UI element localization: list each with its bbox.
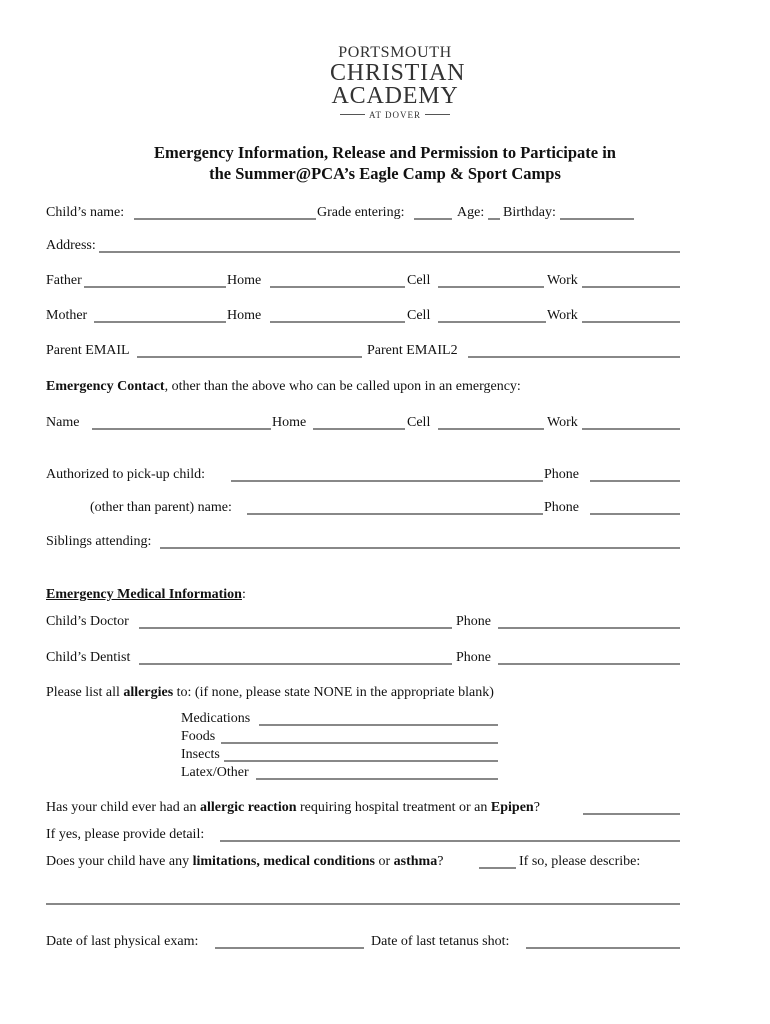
address-label: Address: [46, 238, 96, 253]
conditions-b2: asthma [393, 854, 438, 869]
mother-cell-label: Cell [407, 308, 431, 323]
medical-heading-colon: : [241, 587, 246, 602]
medical-heading: Emergency Medical Information [46, 587, 242, 602]
logo-line-at-dover [330, 109, 460, 121]
emergency-contact-intro [46, 379, 521, 395]
mother-home-label: Home [227, 308, 262, 323]
pickup-label: Authorized to pick-up child: [46, 467, 206, 482]
emergency-contact-heading: Emergency Contact [46, 379, 165, 394]
dentist-label: Child’s Dentist [46, 650, 131, 665]
allergies-suffix: to: (if none, please state NONE in the appropriate blank) [173, 685, 494, 700]
conditions-question [46, 854, 443, 870]
conditions-describe: If so, please describe: [519, 854, 641, 869]
emergency-cell-label: Cell [407, 415, 431, 430]
tetanus-label: Date of last tetanus shot: [371, 934, 510, 949]
emergency-home-label: Home [272, 415, 307, 430]
father-cell-label: Cell [407, 273, 431, 288]
dentist-phone-label: Phone [456, 650, 491, 665]
grade-label: Grade entering: [317, 205, 405, 220]
conditions-p1: Does your child have any [46, 854, 193, 869]
pickup2-label: (other than parent) name: [90, 500, 232, 515]
emergency-contact-text: , other than the above who can be called upon in an emergency: [164, 379, 521, 394]
medications-label: Medications [181, 711, 251, 726]
logo-line-portsmouth: PORTSMOUTH [338, 44, 452, 61]
reaction-b1: allergic reaction [199, 800, 297, 815]
father-label: Father [46, 273, 82, 288]
birthday-label: Birthday: [503, 205, 556, 220]
logo-at-dover-text: AT DOVER [365, 109, 425, 121]
parent-email2-label: Parent EMAIL2 [367, 343, 458, 358]
insects-label: Insects [181, 747, 220, 762]
allergies-instruction [46, 685, 494, 701]
mother-label: Mother [46, 308, 88, 323]
doctor-label: Child’s Doctor [46, 614, 129, 629]
pickup2-phone-label: Phone [544, 500, 579, 515]
emergency-work-label: Work [547, 415, 578, 430]
ifyes-label: If yes, please provide detail: [46, 827, 205, 842]
latex-label: Latex/Other [181, 765, 249, 780]
parent-email-label: Parent EMAIL [46, 343, 130, 358]
foods-label: Foods [181, 729, 216, 744]
reaction-p3: ? [533, 800, 540, 815]
father-work-label: Work [547, 273, 578, 288]
child-name-label: Child’s name: [46, 205, 125, 220]
father-home-label: Home [227, 273, 262, 288]
mother-work-label: Work [547, 308, 578, 323]
logo-line-academy: ACADEMY [331, 83, 459, 109]
conditions-b1: limitations, medical conditions [192, 854, 375, 869]
pickup-phone-label: Phone [544, 467, 579, 482]
logo-line-christian: CHRISTIAN [330, 60, 466, 86]
physical-exam-label: Date of last physical exam: [46, 934, 199, 949]
conditions-p2: or [374, 854, 394, 869]
siblings-label: Siblings attending: [46, 534, 152, 549]
age-label: Age: [457, 205, 485, 220]
medical-heading-line [46, 587, 246, 603]
form-title-line2: the Summer@PCA’s Eagle Camp & Sport Camps [209, 164, 561, 183]
reaction-question [46, 800, 540, 816]
reaction-b2: Epipen [490, 800, 534, 815]
emergency-name-label: Name [46, 415, 80, 430]
reaction-p1: Has your child ever had an [46, 800, 200, 815]
allergies-bold: allergies [123, 685, 174, 700]
school-logo [330, 44, 466, 121]
conditions-p3: ? [437, 854, 444, 869]
doctor-phone-label: Phone [456, 614, 491, 629]
allergies-prefix: Please list all [46, 685, 124, 700]
reaction-p2: requiring hospital treatment or an [296, 800, 491, 815]
form-title-line1: Emergency Information, Release and Permission to Participate in [154, 143, 616, 162]
